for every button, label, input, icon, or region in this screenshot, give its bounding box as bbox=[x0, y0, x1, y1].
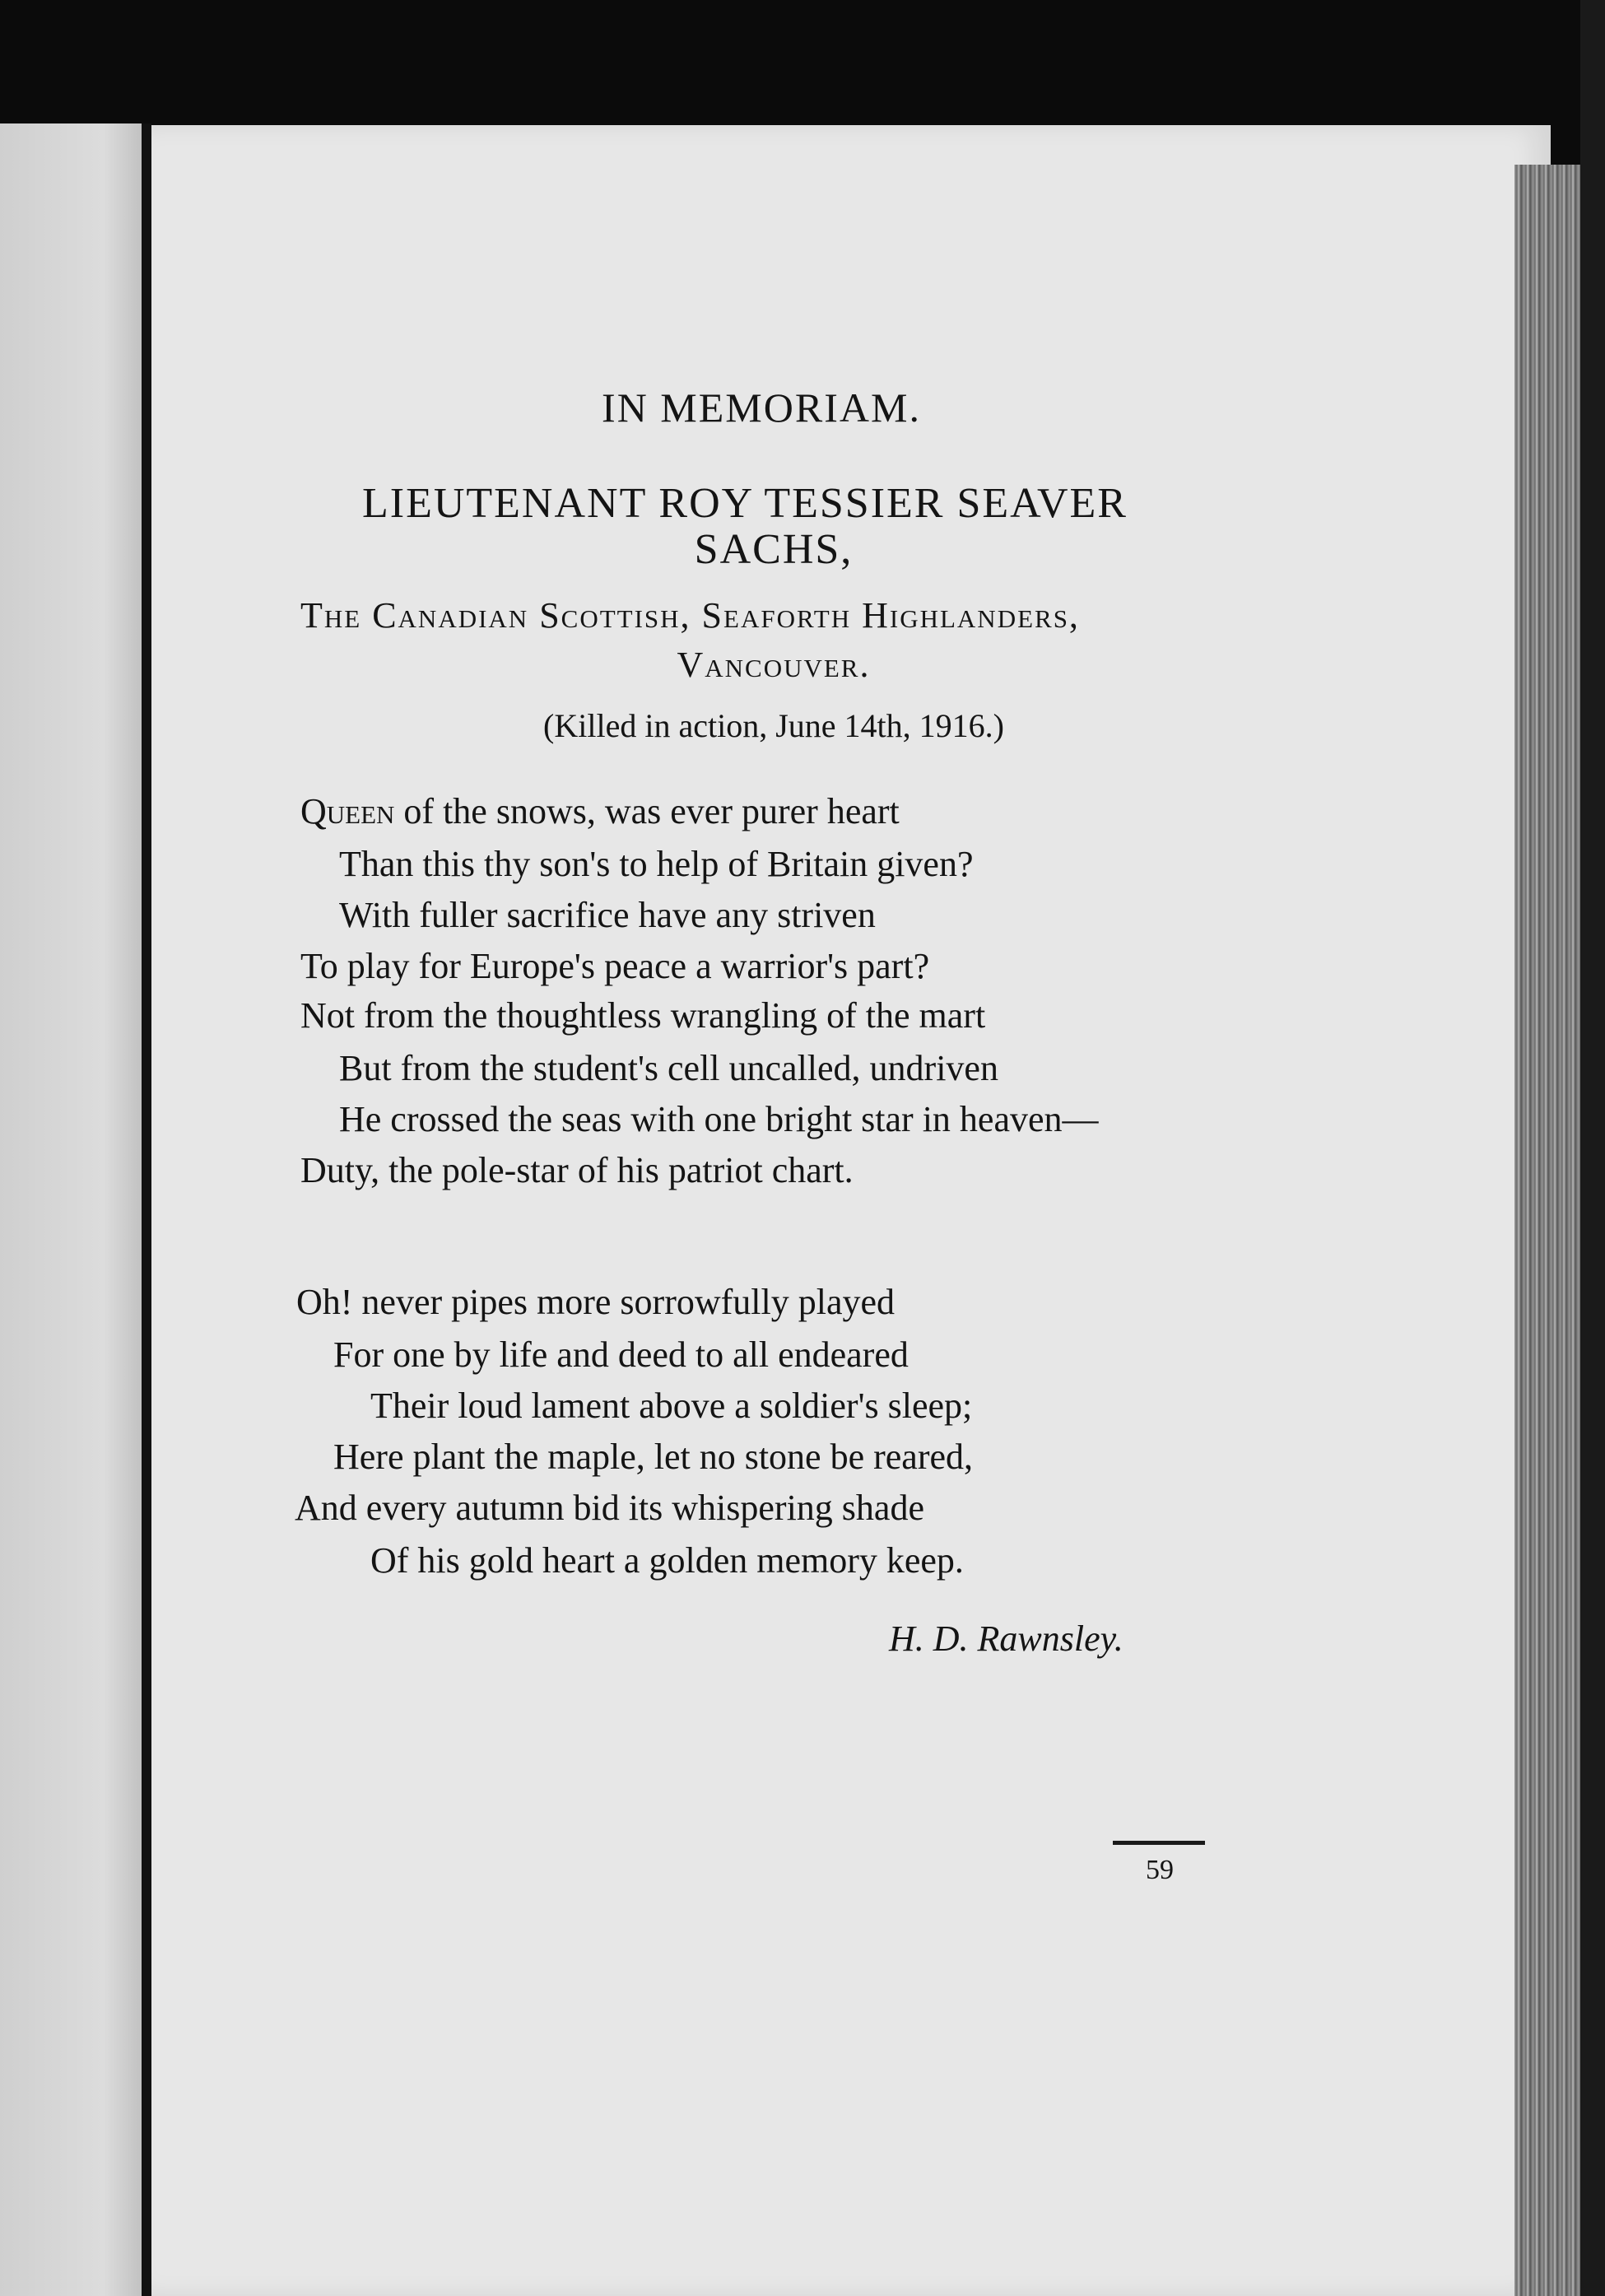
subject-name-continued: SACHS, bbox=[694, 526, 854, 573]
stanza-1-line: To play for Europe's peace a warrior's part? bbox=[300, 946, 930, 986]
stanza-2-line: Their loud lament above a soldier's sleep; bbox=[370, 1386, 973, 1426]
page-number-rule bbox=[1113, 1841, 1205, 1845]
stanza-2-line: Here plant the maple, let no stone be reared, bbox=[333, 1437, 974, 1477]
facing-page-edge bbox=[0, 123, 148, 2296]
stanza-1-line: Duty, the pole-star of his patriot chart. bbox=[300, 1150, 854, 1190]
author-signature: H. D. Rawnsley. bbox=[889, 1618, 1124, 1659]
scan-border bbox=[1580, 0, 1605, 2296]
regiment-line: The Canadian Scottish, Seaforth Highlanders, bbox=[300, 595, 1080, 636]
page-paper bbox=[151, 125, 1551, 2296]
subject-name: LIEUTENANT ROY TESSIER SEAVER bbox=[362, 480, 1128, 527]
regiment-city: Vancouver. bbox=[677, 645, 871, 685]
stanza-1-line: Queen of the snows, was ever purer heart bbox=[300, 791, 900, 831]
poem-heading: IN MEMORIAM. bbox=[602, 384, 921, 431]
stanza-1-line: With fuller sacrifice have any striven bbox=[339, 895, 876, 935]
stanza-1-line: Than this thy son's to help of Britain given? bbox=[339, 844, 974, 884]
stanza-2-line: For one by life and deed to all endeared bbox=[333, 1334, 909, 1375]
book-gutter bbox=[142, 123, 151, 2296]
stanza-2-line: And every autumn bid its whispering shade bbox=[295, 1488, 924, 1528]
killed-in-action-note: (Killed in action, June 14th, 1916.) bbox=[543, 707, 1004, 744]
stanza-1-line: He crossed the seas with one bright star in heaven— bbox=[339, 1099, 1099, 1139]
stanza-1-line: Not from the thoughtless wrangling of the mart bbox=[300, 995, 986, 1036]
stanza-2-line: Of his gold heart a golden memory keep. bbox=[370, 1540, 964, 1581]
stanza-1-line: But from the student's cell uncalled, undriven bbox=[339, 1048, 998, 1088]
stanza-2-line: Oh! never pipes more sorrowfully played bbox=[296, 1282, 896, 1322]
page-number: 59 bbox=[1146, 1855, 1174, 1885]
